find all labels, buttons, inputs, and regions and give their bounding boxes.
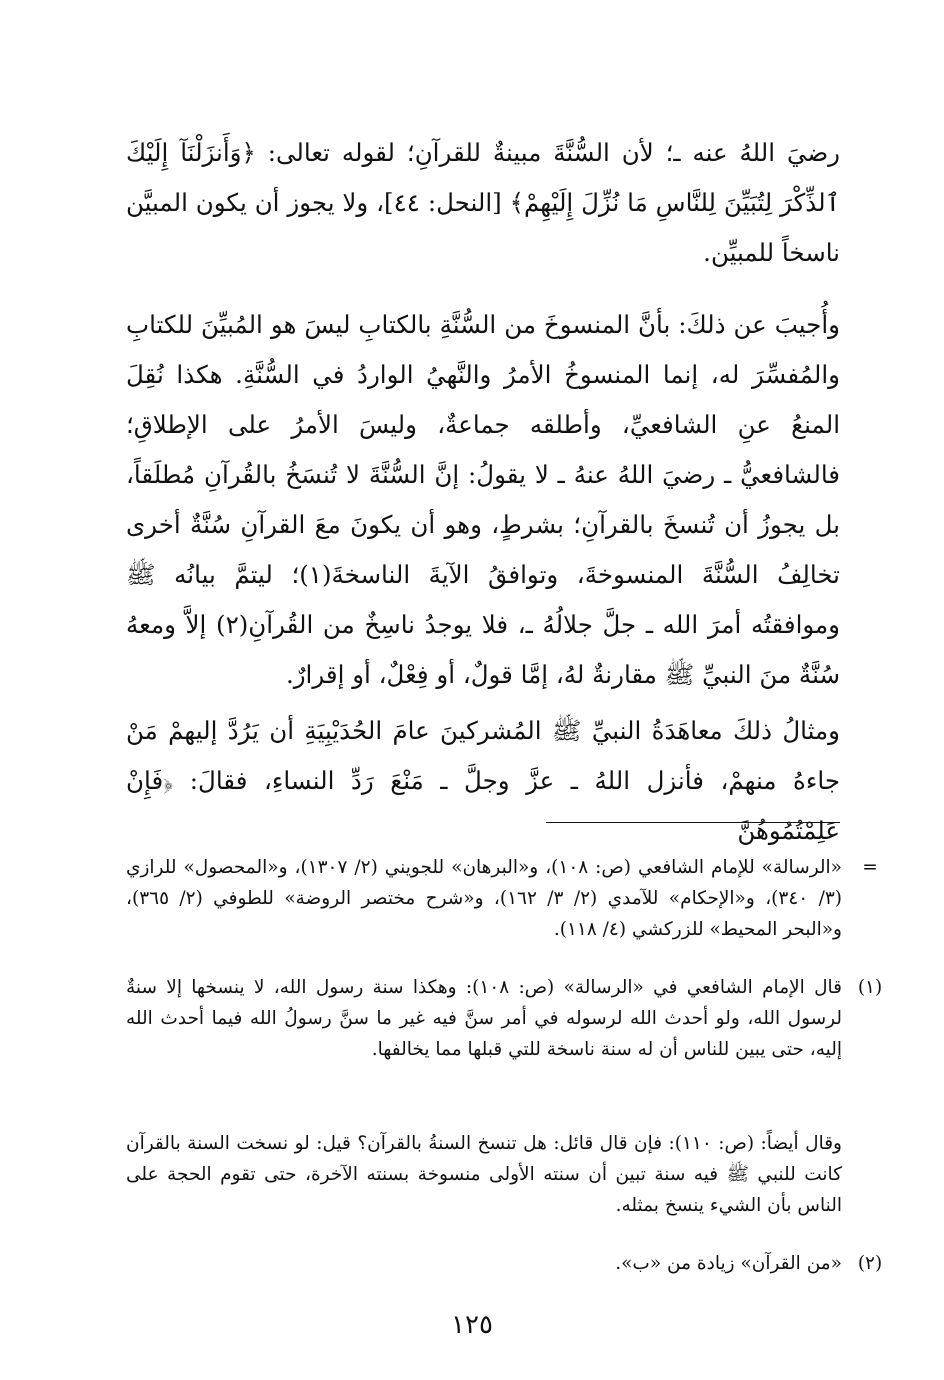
body-paragraph-3: ومثالُ ذلكَ معاهَدَةُ النبيِّ ﷺ المُشركينَ عامَ الحُدَيْبِيَةِ أن يَرُدَّ إليهمْ مَنْ جاءهُ منهمْ، فأنزل اللهُ ـ عزَّ وجلَّ ـ مَنْعَ رَدِّ النساءِ، فقالَ: ﴿فَإِنْ عَلِمْتُمُوهُنَّ bbox=[126, 716, 840, 845]
footnote-2 bbox=[126, 1248, 883, 1279]
footnote-separator bbox=[546, 822, 840, 823]
footnote-text: قال الإمام الشافعي في «الرسالة» (ص: ١٠٨): وهكذا سنة رسول الله، لا ينسخها إلا سنةٌ لرسول الله، ولو أحدث الله لرسوله في أمر سنَّ فيه غير ما سنَّ رسولُ الله فيما أحدث الله إليه، حتى يبين للناس أن له سنة ناسخة للتي قبلها مما يخالفها. bbox=[126, 977, 843, 1060]
body-paragraph-2: وأُجيبَ عن ذلكَ: بأنَّ المنسوخَ من السُّنَّةِ بالكتابِ ليسَ هو المُبيِّنَ للكتابِ والمُفسِّرَ له، إنما المنسوخُ الأمرُ والنَّهيُ الواردُ في السُّنَّةِ. هكذا نُقِلَ المنعُ عنِ الشافعيِّ، وأطلقه جماعةٌ، وليسَ الأمرُ على الإطلاقِ؛ فالشافعيُّ ـ رضيَ اللهُ عنهُ ـ لا يقولُ: إنَّ السُّنَّةَ لا تُنسَخُ بالقُرآنِ مُطلَقاً، بل يجوزُ أن تُنسخَ بالقرآنِ؛ بشرطٍ، وهو أن يكونَ معَ القرآنِ سُنَّةٌ أخرى تخالِفُ السُّنَّةَ المنسوخةَ، وتوافقُ الآيةَ الناسخةَ(١)؛ ليتمَّ بيانُه ﷺ وموافقتُه أمرَ الله ـ جلَّ جلالُهُ ـ، فلا يوجدُ ناسِخٌ من القُرآنِ(٢) إلاَّ ومعهُ سُنَّةٌ منَ النبيِّ ﷺ مقارنةٌ لهُ، إمَّا قولٌ، أو فِعْلٌ، أو إقرارٌ. bbox=[126, 310, 841, 689]
footnote-continuation bbox=[126, 852, 878, 945]
footnote-text: «من القرآن» زيادة من «ب». bbox=[615, 1253, 842, 1274]
footnote-marker: = bbox=[862, 857, 878, 878]
footnote-marker: (١) bbox=[857, 977, 883, 998]
footnote-text: وقال أيضاً: (ص: ١١٠): فإن قال قائل: هل تنسخ السنةُ بالقرآن؟ قيل: لو نسخت السنة بالقرآن كانت للنبي ﷺ فيه سنة تبين أن سنته الأولى منسوخة بسنته الآخرة، حتى تقوم الحجة على الناس بأن الشيء ينسخ بمثله. bbox=[126, 1133, 842, 1216]
footnote-1-continued bbox=[126, 1128, 842, 1221]
footnote-marker: (٢) bbox=[857, 1253, 883, 1274]
footnote-text: «الرسالة» للإمام الشافعي (ص: ١٠٨)، و«البرهان» للجويني (٢/ ١٣٠٧)، و«المحصول» للرازي (٣/ ٣٤٠)، و«الإحكام» للآمدي (٢/ ٣/ ١٦٢)، و«شرح مختصر الروضة» للطوفي (٢/ ٣٦٥)، و«البحر المحيط» للزركشي (٤/ ١١٨). bbox=[126, 857, 842, 940]
footnote-1 bbox=[126, 972, 883, 1065]
body-paragraph-1: رضيَ اللهُ عنه ـ؛ لأن السُّنَّةَ مبينةٌ للقرآنِ؛ لقوله تعالى: ﴿وَأَنزَلْنَآ إِلَيْكَ ٱلذِّكْرَ لِتُبَيِّنَ لِلنَّاسِ مَا نُزِّلَ إِلَيْهِمْ﴾ [النحل: ٤٤]، ولا يجوز أن يكون المبيَّن ناسخاً للمبيِّن. bbox=[126, 138, 840, 267]
page-number: ١٢٥ bbox=[451, 1310, 493, 1340]
